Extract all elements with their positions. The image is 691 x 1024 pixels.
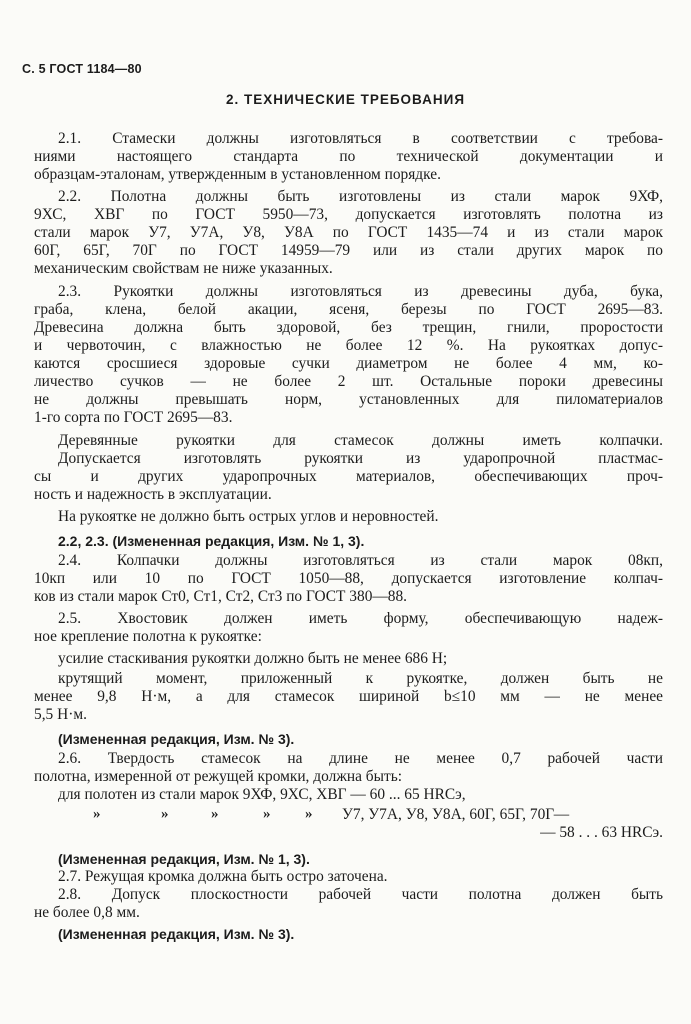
text-line: 2.4. Колпачки должны изготовляться из стали марок 08кп,	[58, 552, 663, 569]
text-line: личество сучков — не более 2 шт. Остальные пороки древесины	[34, 373, 663, 390]
amendment-note: (Измененная редакция, Изм. № 3).	[58, 926, 295, 942]
text-line: Допускается изготовлять рукоятки из ударопрочной пластмас-	[58, 450, 663, 467]
text-line: 9ХС, ХВГ по ГОСТ 5950—73, допускается изготовлять полотна из	[34, 206, 663, 223]
text-line: сы и других ударопрочных материалов, обеспечивающих проч-	[34, 468, 663, 485]
section-title: 2. ТЕХНИЧЕСКИЕ ТРЕБОВАНИЯ	[225, 92, 466, 107]
amendment-note: 2.2, 2.3. (Измененная редакция, Изм. № 1, 3).	[58, 533, 365, 549]
text-line: крутящий момент, приложенный к рукоятке, должен быть не	[58, 670, 663, 687]
text-line: 2.3. Рукоятки должны изготовляться из древесины дуба, бука,	[58, 283, 663, 300]
text-line: механическим свойствам не ниже указанных.	[34, 260, 333, 277]
text-line: Деревянные рукоятки для стамесок должны иметь колпачки.	[58, 432, 663, 449]
ditto-mark: »	[263, 806, 271, 822]
ditto-mark: »	[211, 806, 219, 822]
text-line: ное крепление полотна к рукоятке:	[34, 628, 262, 645]
text-line: 10кп или 10 по ГОСТ 1050—88, допускается изготовление колпач-	[34, 570, 663, 587]
amendment-note: (Измененная редакция, Изм. № 1, 3).	[58, 851, 310, 867]
ditto-mark: »	[305, 806, 313, 822]
text-line: — 58 . . . 63 HRCэ.	[540, 824, 663, 841]
text-line: граба, клена, белой акации, ясеня, березы по ГОСТ 2695—83.	[34, 301, 663, 318]
text-line: для полотен из стали марок 9ХФ, 9ХС, ХВГ — 60 ... 65 HRCэ,	[58, 786, 466, 803]
text-line: 1-го сорта по ГОСТ 2695—83.	[34, 409, 233, 426]
text-line: 5,5 Н·м.	[34, 706, 87, 723]
ditto-mark: »	[161, 806, 169, 822]
text-line: У7, У7А, У8, У8А, 60Г, 65Г, 70Г—	[342, 806, 570, 823]
text-line: ность и надежность в эксплуатации.	[34, 486, 272, 503]
text-line: 2.6. Твердость стамесок на длине не менее 0,7 рабочей части	[58, 750, 663, 767]
text-line: не должны превышать норм, установленных для пиломатериалов	[34, 391, 663, 408]
text-line: 2.1. Стамески должны изготовляться в соответствии с требова-	[58, 130, 663, 147]
ditto-mark: »	[93, 806, 101, 822]
text-line: 2.2. Полотна должны быть изготовлены из стали марок 9ХФ,	[58, 188, 663, 205]
page-header: С. 5 ГОСТ 1184—80	[22, 62, 142, 76]
amendment-note: (Измененная редакция, Изм. № 3).	[58, 731, 295, 747]
text-line: 2.5. Хвостовик должен иметь форму, обеспечивающую надеж-	[58, 610, 663, 627]
text-line: 2.8. Допуск плоскостности рабочей части полотна должен быть	[58, 886, 663, 903]
text-line: каются сросшиеся здоровые сучки диаметром не более 4 мм, ко-	[34, 355, 663, 372]
text-line: Древесина должна быть здоровой, без трещин, гнили, проростости	[34, 319, 663, 336]
text-line: ков из стали марок Ст0, Ст1, Ст2, Ст3 по ГОСТ 380—88.	[34, 588, 408, 605]
text-line: полотна, измеренной от режущей кромки, должна быть:	[34, 768, 402, 785]
text-line: образцам-эталонам, утвержденным в установленном порядке.	[34, 166, 441, 183]
text-line: менее 9,8 Н·м, а для стамесок шириной b≤10 мм — не менее	[34, 688, 663, 705]
text-line: 2.7. Режущая кромка должна быть остро заточена.	[58, 868, 388, 885]
text-line: На рукоятке не должно быть острых углов и неровностей.	[58, 508, 439, 525]
text-line: не более 0,8 мм.	[34, 904, 140, 921]
text-line: ниями настоящего стандарта по технической документации и	[34, 148, 663, 165]
text-line: усилие стаскивания рукоятки должно быть не менее 686 Н;	[58, 650, 448, 667]
text-line: 60Г, 65Г, 70Г по ГОСТ 14959—79 или из стали других марок по	[34, 242, 663, 259]
text-line: стали марок У7, У7А, У8, У8А по ГОСТ 1435—74 и из стали марок	[34, 224, 663, 241]
text-line: и червоточин, с влажностью не более 12 %. На рукоятках допус-	[34, 337, 663, 354]
